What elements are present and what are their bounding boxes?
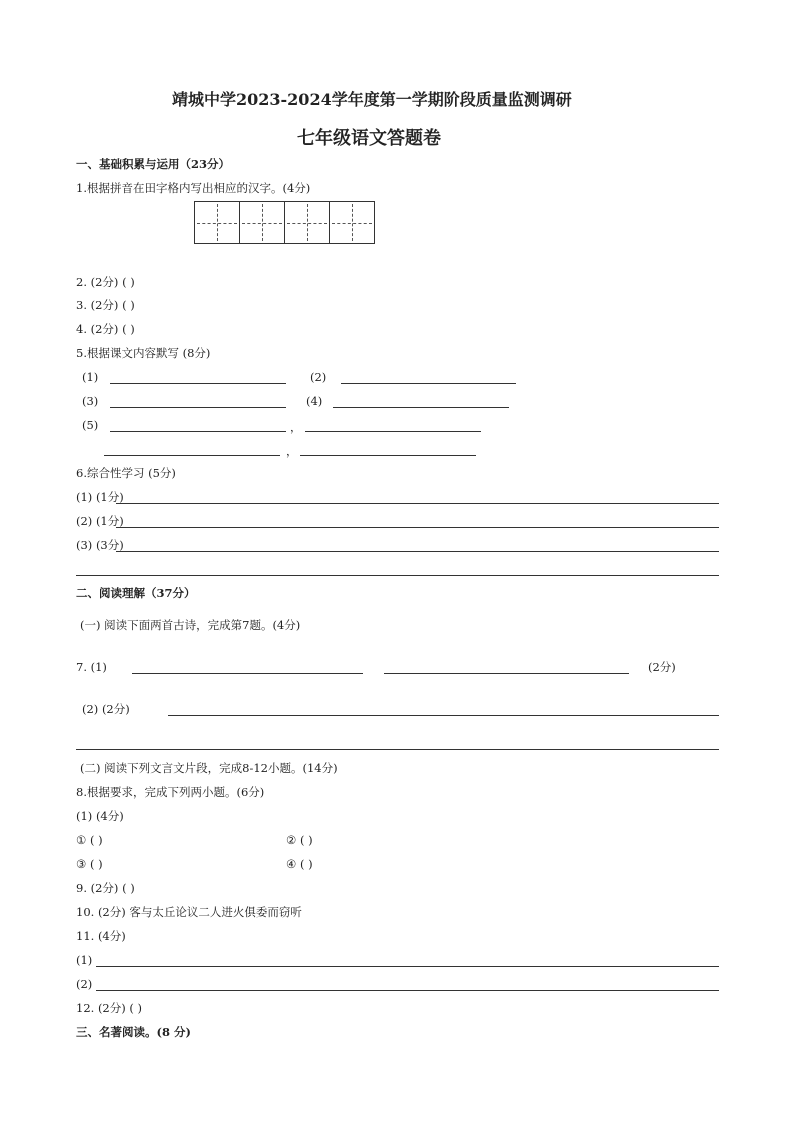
- q8-answer-4[interactable]: ④ ( ): [286, 857, 313, 871]
- answer-line[interactable]: [104, 455, 280, 456]
- section1-heading: 一、基础积累与运用（23分）: [76, 157, 231, 171]
- answer-line[interactable]: [76, 575, 719, 576]
- tianzige-cell[interactable]: [240, 202, 285, 243]
- q3-answer[interactable]: 3. (2分) ( ): [76, 298, 135, 312]
- answer-line[interactable]: [300, 455, 476, 456]
- q12-answer[interactable]: 12. (2分) ( ): [76, 1001, 143, 1015]
- q11-item-label: (2): [76, 977, 93, 991]
- q2-answer[interactable]: 2. (2分) ( ): [76, 275, 135, 289]
- q8-1-label: (1) (4分): [76, 809, 124, 823]
- q7-score: (2分): [648, 660, 676, 674]
- q11-prompt: 11. (4分): [76, 929, 126, 943]
- tianzige-cell[interactable]: [330, 202, 374, 243]
- comma: ，: [290, 420, 302, 434]
- answer-line[interactable]: [110, 407, 286, 408]
- section3-heading: 三、名著阅读。(8 分): [76, 1025, 191, 1039]
- tianzige-cell[interactable]: [285, 202, 330, 243]
- q5-item-label: (4): [306, 394, 323, 408]
- answer-line[interactable]: [116, 551, 719, 552]
- q5-item-label: (1): [82, 370, 99, 384]
- answer-line[interactable]: [116, 503, 719, 504]
- q5-prompt: 5.根据课文内容默写 (8分): [76, 346, 211, 360]
- q4-answer[interactable]: 4. (2分) ( ): [76, 322, 135, 336]
- tianzige-grid[interactable]: [194, 201, 375, 244]
- answer-line[interactable]: [96, 966, 719, 967]
- q11-item-label: (1): [76, 953, 93, 967]
- q6-item-label: (3) (3分): [76, 538, 124, 552]
- q8-prompt: 8.根据要求，完成下列两小题。(6分): [76, 785, 265, 799]
- answer-line[interactable]: [132, 673, 363, 674]
- q6-item-label: (2) (1分): [76, 514, 124, 528]
- answer-line[interactable]: [110, 383, 286, 384]
- section2-heading: 二、阅读理解（37分）: [76, 586, 196, 600]
- tianzige-cell[interactable]: [195, 202, 240, 243]
- answer-line[interactable]: [333, 407, 509, 408]
- q10-prompt: 10. (2分) 客与太丘论议二人进火俱委而窃听: [76, 905, 302, 919]
- q6-prompt: 6.综合性学习 (5分): [76, 466, 176, 480]
- q5-item-label: (5): [82, 418, 99, 432]
- answer-line[interactable]: [384, 673, 629, 674]
- comma: ，: [286, 444, 298, 458]
- answer-line[interactable]: [341, 383, 516, 384]
- q5-item-label: (3): [82, 394, 99, 408]
- part1-prompt: (一) 阅读下面两首古诗，完成第7题。(4分): [80, 618, 301, 632]
- school-title: 靖城中学2023-2024学年度第一学期阶段质量监测调研: [172, 90, 572, 109]
- answer-line[interactable]: [76, 749, 719, 750]
- answer-line[interactable]: [116, 527, 719, 528]
- answer-line[interactable]: [305, 431, 481, 432]
- part2-prompt: (二) 阅读下列文言文片段，完成8-12小题。(14分): [80, 761, 338, 775]
- q8-answer-2[interactable]: ② ( ): [286, 833, 313, 847]
- answer-line[interactable]: [168, 715, 719, 716]
- q5-item-label: (2): [310, 370, 327, 384]
- q7-1-label: 7. (1): [76, 660, 107, 674]
- q8-answer-1[interactable]: ① ( ): [76, 833, 103, 847]
- q9-answer[interactable]: 9. (2分) ( ): [76, 881, 135, 895]
- answer-line[interactable]: [96, 990, 719, 991]
- q1-prompt: 1.根据拼音在田字格内写出相应的汉字。(4分): [76, 181, 311, 195]
- q8-answer-3[interactable]: ③ ( ): [76, 857, 103, 871]
- q6-item-label: (1) (1分): [76, 490, 124, 504]
- q7-2-label: (2) (2分): [82, 702, 130, 716]
- paper-title: 七年级语文答题卷: [297, 128, 441, 149]
- answer-line[interactable]: [110, 431, 286, 432]
